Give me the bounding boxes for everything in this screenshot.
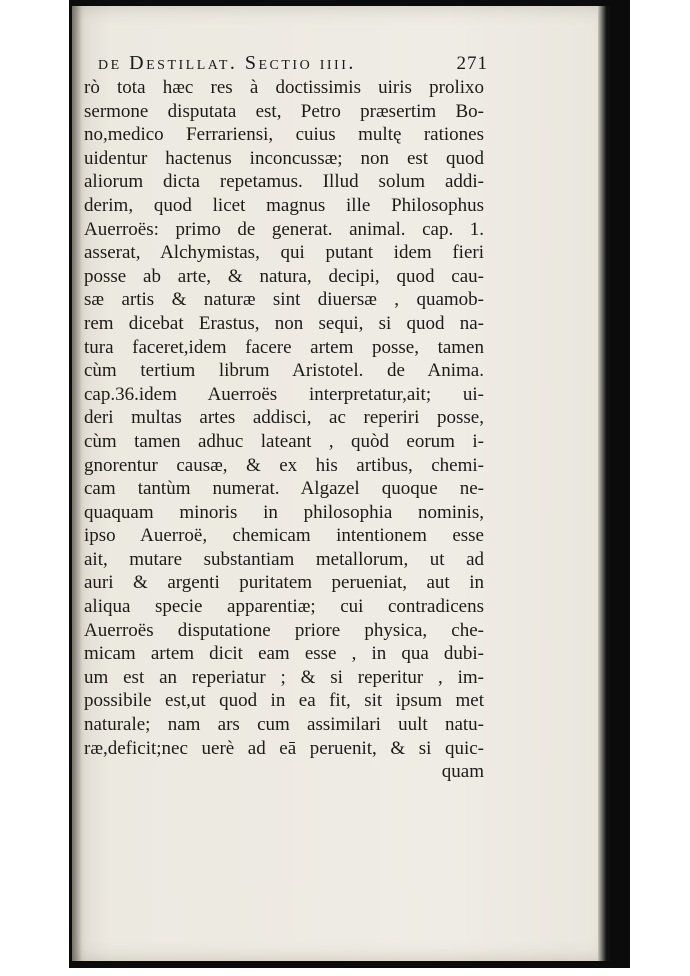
- text-line: tura faceret,idem facere artem posse, tamen: [84, 336, 484, 358]
- text-line: cap.36.idem Auerroës interpretatur,ait; ui-: [84, 383, 484, 405]
- text-line: aliqua specie apparentiæ; cui contradicens: [84, 596, 484, 618]
- text-line: sermone disputata est, Petro præsertim Bo-: [84, 100, 484, 122]
- text-line: cùm tertium librum Aristotel. de Anima.: [84, 360, 484, 382]
- text-line: ait, mutare substantiam metallorum, ut ad: [84, 548, 484, 570]
- text-line: rem dicebat Erastus, non sequi, si quod na-: [84, 312, 484, 334]
- catchword: quam: [441, 761, 484, 783]
- text-line: ræ,deficit;nec uerè ad eā peruenit, & si quic-: [84, 737, 484, 759]
- text-line: derim, quod licet magnus ille Philosophus: [84, 194, 484, 216]
- gutter-shadow: [72, 6, 82, 961]
- text-line: aliorum dicta repetamus. Illud solum addi-: [84, 171, 484, 193]
- text-line: quaquam minoris in philosophia nominis,: [84, 501, 484, 523]
- text-line: auri & argenti puritatem perueniat, aut in: [84, 572, 484, 594]
- text-line: Auerroës disputatione priore physica, che-: [84, 619, 484, 641]
- text-line: rò tota hæc res à doctissimis uiris prolixo: [84, 77, 484, 98]
- page-edge: [598, 6, 610, 961]
- running-title: de Destillat. Sectio iiii.: [98, 52, 356, 74]
- text-line: asserat, Alchymistas, qui putant idem fieri: [84, 242, 484, 264]
- page-number: 271: [456, 53, 488, 74]
- text-line: micam artem dicit eam esse , in qua dubi-: [84, 643, 484, 665]
- text-line: naturale; nam ars cum assimilari uult natu-: [84, 714, 484, 736]
- text-line: no,medico Ferrariensi, cuius multę rationes: [84, 124, 484, 146]
- text-line: uidentur hactenus inconcussæ; non est quod: [84, 147, 484, 169]
- text-line: sæ artis & naturæ sint diuersæ , quamob-: [84, 289, 484, 311]
- text-line: gnorentur causæ, & ex his artibus, chemi-: [84, 454, 484, 476]
- text-line: deri multas artes addisci, ac reperiri posse,: [84, 407, 484, 429]
- text-line: Auerroës: primo de generat. animal. cap. 1.: [84, 218, 484, 240]
- text-line: possibile est,ut quod in ea fit, sit ipsum met: [84, 690, 484, 712]
- text-line: ipso Auerroë, chemicam intentionem esse: [84, 525, 484, 547]
- text-line: cùm tamen adhuc lateant , quòd eorum i-: [84, 430, 484, 452]
- text-line: posse ab arte, & natura, decipi, quod cau-: [84, 265, 484, 287]
- body-text: [84, 76, 484, 784]
- text-line: um est an reperiatur ; & si reperitur , im-: [84, 666, 484, 688]
- text-line: cam tantùm numerat. Algazel quoque ne-: [84, 478, 484, 500]
